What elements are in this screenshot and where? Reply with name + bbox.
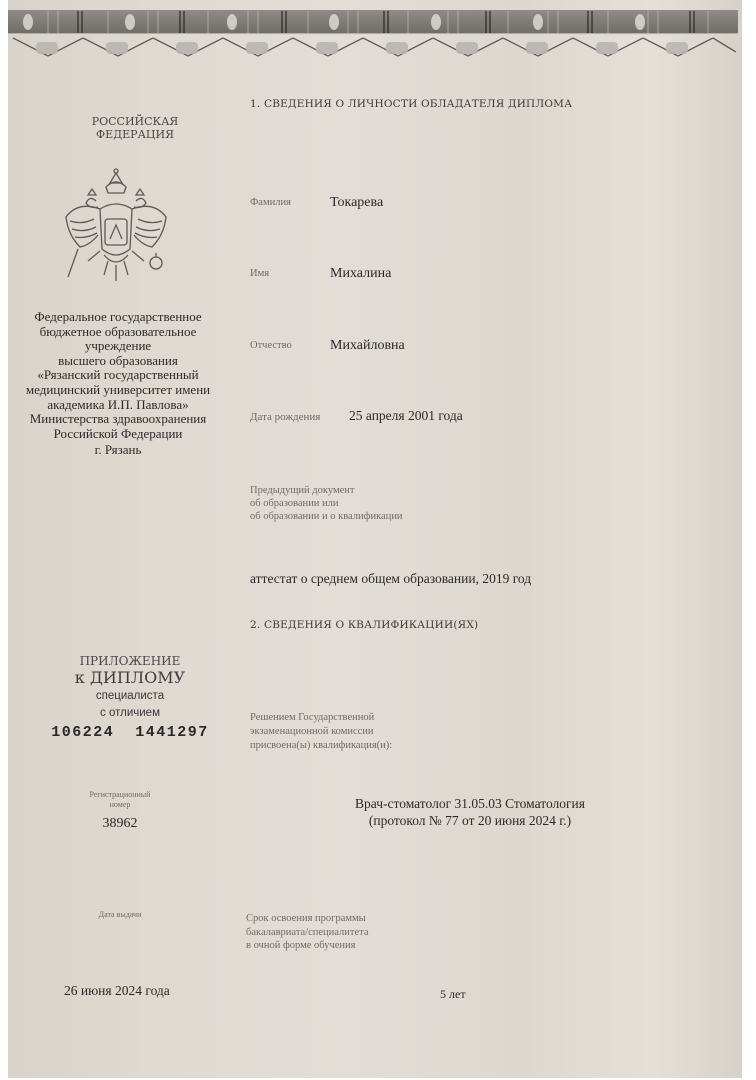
degree-level: специалиста — [95, 690, 165, 702]
institution-line: академика И.П. Павлова» — [47, 396, 189, 412]
institution-line: медицинский университет имени — [25, 381, 211, 397]
institution-line: высшего образования — [58, 352, 178, 368]
registration-label-line-2: номер — [109, 800, 131, 809]
previous-document-label-line: Предыдущий документ — [250, 485, 355, 496]
registration-number: 38962 — [102, 816, 138, 831]
institution-line: «Рязанский государственный — [37, 367, 199, 383]
study-duration-label-line: Срок освоения программы — [246, 913, 366, 924]
institution-line: Федеральное государственное — [34, 309, 202, 324]
surname-value: Токарева — [330, 195, 384, 210]
study-duration-value: 5 лет — [440, 987, 466, 1001]
registration-label-line-1: Регистрационный — [89, 790, 151, 799]
registration-block — [60, 790, 180, 832]
country-heading — [60, 115, 210, 141]
study-duration-label-line: бакалавриата/специалитета — [246, 926, 369, 938]
study-duration-label — [246, 912, 369, 953]
previous-document-value: аттестат о среднем общем образовании, 2019 год — [250, 571, 532, 586]
birth-date-value: 25 апреля 2001 года — [349, 408, 463, 423]
supplement-title-line-1: ПРИЛОЖЕНИЕ — [79, 654, 181, 668]
coat-of-arms-icon — [60, 165, 172, 290]
serial-number: 106224 1441297 — [51, 724, 209, 741]
commission-decision-label-line: экзаменационной комиссии — [250, 726, 374, 737]
qualification-line-2: (протокол № 77 от 20 июня 2024 г.) — [368, 813, 572, 828]
institution-name — [6, 310, 230, 458]
previous-document-label — [250, 484, 403, 523]
section-1-title: 1. СВЕДЕНИЯ О ЛИЧНОСТИ ОБЛАДАТЕЛЯ ДИПЛОМА — [250, 98, 573, 110]
commission-decision-label-line: присвоена(ы) квалификация(и): — [250, 740, 393, 751]
previous-document-label-line: об образовании или — [250, 498, 339, 509]
section-2-title: 2. СВЕДЕНИЯ О КВАЛИФИКАЦИИ(ЯХ) — [250, 619, 479, 631]
name-label: Имя — [250, 268, 270, 279]
previous-document-label-line: об образовании и о квалификации — [250, 511, 403, 522]
supplement-title — [30, 654, 230, 722]
country-line-1: РОССИЙСКАЯ — [91, 115, 179, 128]
honors: с отличием — [100, 707, 160, 719]
issue-date: 26 июня 2024 года — [64, 983, 170, 998]
study-duration-label-line: в очной форме обучения — [246, 940, 356, 951]
issue-date-label: Дата выдачи — [98, 910, 142, 919]
surname-label: Фамилия — [250, 197, 291, 208]
institution-line: Российской Федерации — [53, 425, 183, 441]
birth-date-label: Дата рождения — [250, 411, 321, 423]
institution-line: Министерства здравоохранения — [29, 411, 207, 427]
patronymic-value: Михайловна — [330, 338, 405, 353]
qualification-line-1: Врач-стоматолог 31.05.03 Стоматология — [355, 796, 585, 811]
country-line-2: ФЕДЕРАЦИЯ — [96, 128, 174, 141]
supplement-title-line-2: к ДИПЛОМУ — [74, 668, 186, 687]
decorative-border-band — [8, 8, 738, 60]
institution-line: учреждение — [84, 338, 152, 354]
patronymic-label: Отчество — [250, 340, 292, 351]
institution-line: бюджетное образовательное — [39, 323, 197, 339]
commission-decision-label-line: Решением Государственной — [250, 712, 375, 723]
qualification-value — [300, 795, 640, 829]
name-value: Михалина — [330, 266, 392, 281]
institution-line: г. Рязань — [94, 442, 142, 458]
commission-decision-label — [250, 711, 392, 753]
